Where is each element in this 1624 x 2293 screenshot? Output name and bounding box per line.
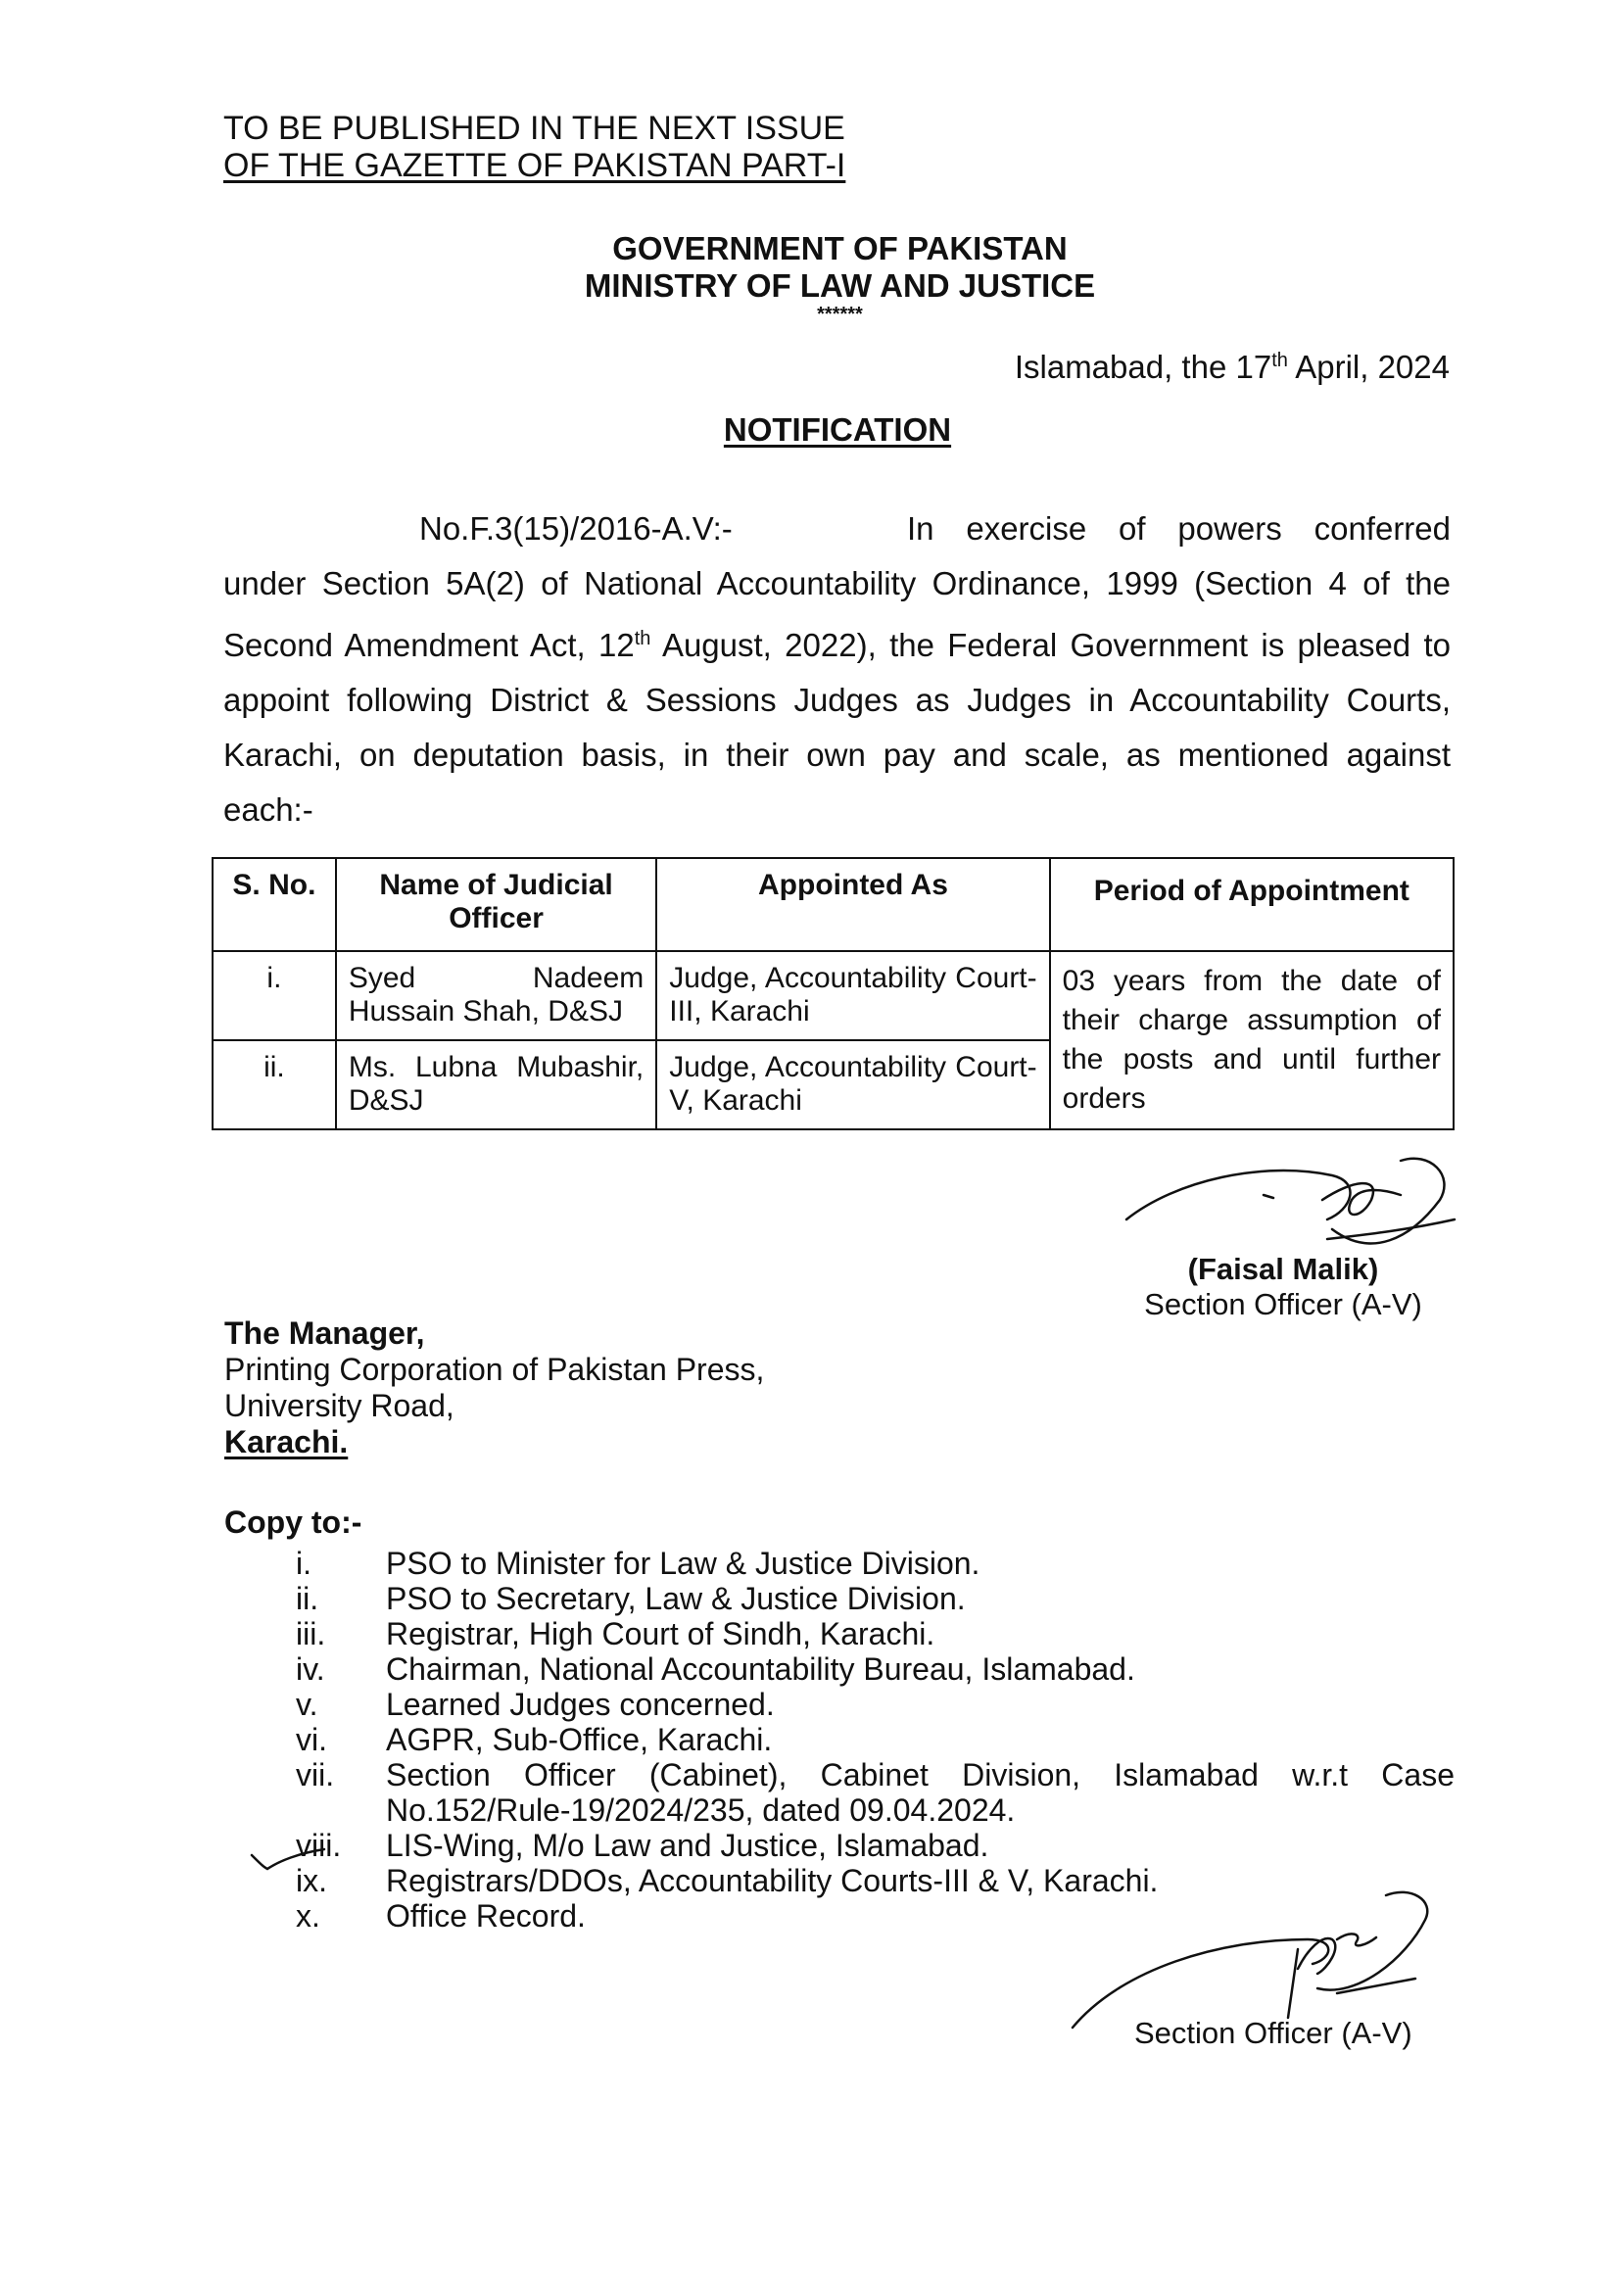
row-sno: ii.: [213, 1040, 336, 1129]
list-item: ii. PSO to Secretary, Law & Justice Division.: [296, 1581, 966, 1616]
list-item: ix. Registrars/DDOs, Accountability Courts-III & V, Karachi.: [296, 1863, 1159, 1898]
list-item: iv. Chairman, National Accountability Bureau, Islamabad.: [296, 1651, 1135, 1687]
row-name: Ms. Lubna Mubashir, D&SJ: [336, 1040, 656, 1129]
signature-block-2: [1134, 2016, 1412, 2051]
publish-note: [223, 110, 845, 184]
notification-body: [223, 502, 1451, 837]
government-title: GOVERNMENT OF PAKISTAN: [612, 230, 1068, 266]
copy-to-label: Copy to:-: [224, 1505, 362, 1540]
copy-to-list: [296, 1546, 1455, 1934]
body-line-5: Karachi, on deputation basis, in their own pay and scale, as mentioned against: [223, 737, 1451, 773]
body-line-3: Second Amendment Act, 12th August, 2022), the Federal Government is pleased to: [223, 627, 1451, 663]
table-row: [213, 951, 1454, 1040]
row-appointed: Judge, Accountability Court-III, Karachi: [656, 951, 1049, 1040]
header-appointed: Appointed As: [656, 858, 1049, 951]
publish-note-line1: TO BE PUBLISHED IN THE NEXT ISSUE: [223, 110, 845, 147]
row-sno: i.: [213, 951, 336, 1040]
header-sno: S. No.: [213, 858, 336, 951]
body-line-4: appoint following District & Sessions Judges as Judges in Accountability Courts,: [223, 682, 1451, 718]
publish-note-line2: OF THE GAZETTE OF PAKISTAN PART-I: [223, 147, 846, 184]
appointments-table: [212, 857, 1455, 1130]
row-period: 03 years from the date of their charge assumption of the posts and until further orders: [1050, 951, 1454, 1129]
addressee-city: Karachi.: [224, 1424, 349, 1459]
header-name: Name of Judicial Officer: [336, 858, 656, 951]
header-stars: ******: [817, 304, 863, 325]
body-line-1: No.F.3(15)/2016-A.V:- In exercise of powers conferred: [223, 502, 1451, 556]
list-item: iii. Registrar, High Court of Sindh, Karachi.: [296, 1616, 935, 1651]
file-number: No.F.3(15)/2016-A.V:-: [419, 510, 733, 547]
signatory-designation: Section Officer (A-V): [1144, 1287, 1422, 1321]
list-item: x. Office Record.: [296, 1898, 586, 1934]
list-item: vi. AGPR, Sub-Office, Karachi.: [296, 1722, 773, 1757]
table-header-row: [213, 858, 1454, 951]
addressee-title: The Manager,: [224, 1315, 425, 1351]
list-item: vii. Section Officer (Cabinet), Cabinet Division, Islamabad w.r.t Case No.152/Rule-19/2024/235, dated 09.04.2024.: [296, 1757, 1455, 1828]
body-line-2: under Section 5A(2) of National Accountability Ordinance, 1999 (Section 4 of the: [223, 565, 1451, 601]
ministry-title: MINISTRY OF LAW AND JUSTICE: [584, 267, 1096, 304]
list-item: v. Learned Judges concerned.: [296, 1687, 775, 1722]
addressee-line2: University Road,: [224, 1388, 454, 1423]
row-appointed: Judge, Accountability Court-V, Karachi: [656, 1040, 1049, 1129]
government-header: [490, 230, 1190, 324]
signatory-designation-2: Section Officer (A-V): [1134, 2016, 1412, 2050]
list-item: viii. LIS-Wing, M/o Law and Justice, Islamabad.: [296, 1828, 989, 1863]
notification-title: NOTIFICATION: [723, 411, 952, 448]
signatory-name: (Faisal Malik): [1187, 1252, 1379, 1286]
row-name: Syed Nadeem Hussain Shah, D&SJ: [336, 951, 656, 1040]
issue-date: Islamabad, the 17th April, 2024: [1014, 349, 1450, 385]
header-period: Period of Appointment: [1050, 858, 1454, 951]
tick-mark: [250, 1841, 328, 1881]
addressee-block: [224, 1315, 764, 1460]
addressee-line1: Printing Corporation of Pakistan Press,: [224, 1352, 765, 1387]
body-line-6: each:-: [223, 791, 313, 828]
signature-block-1: [1117, 1252, 1450, 1322]
list-item: i. PSO to Minister for Law & Justice Division.: [296, 1546, 980, 1581]
